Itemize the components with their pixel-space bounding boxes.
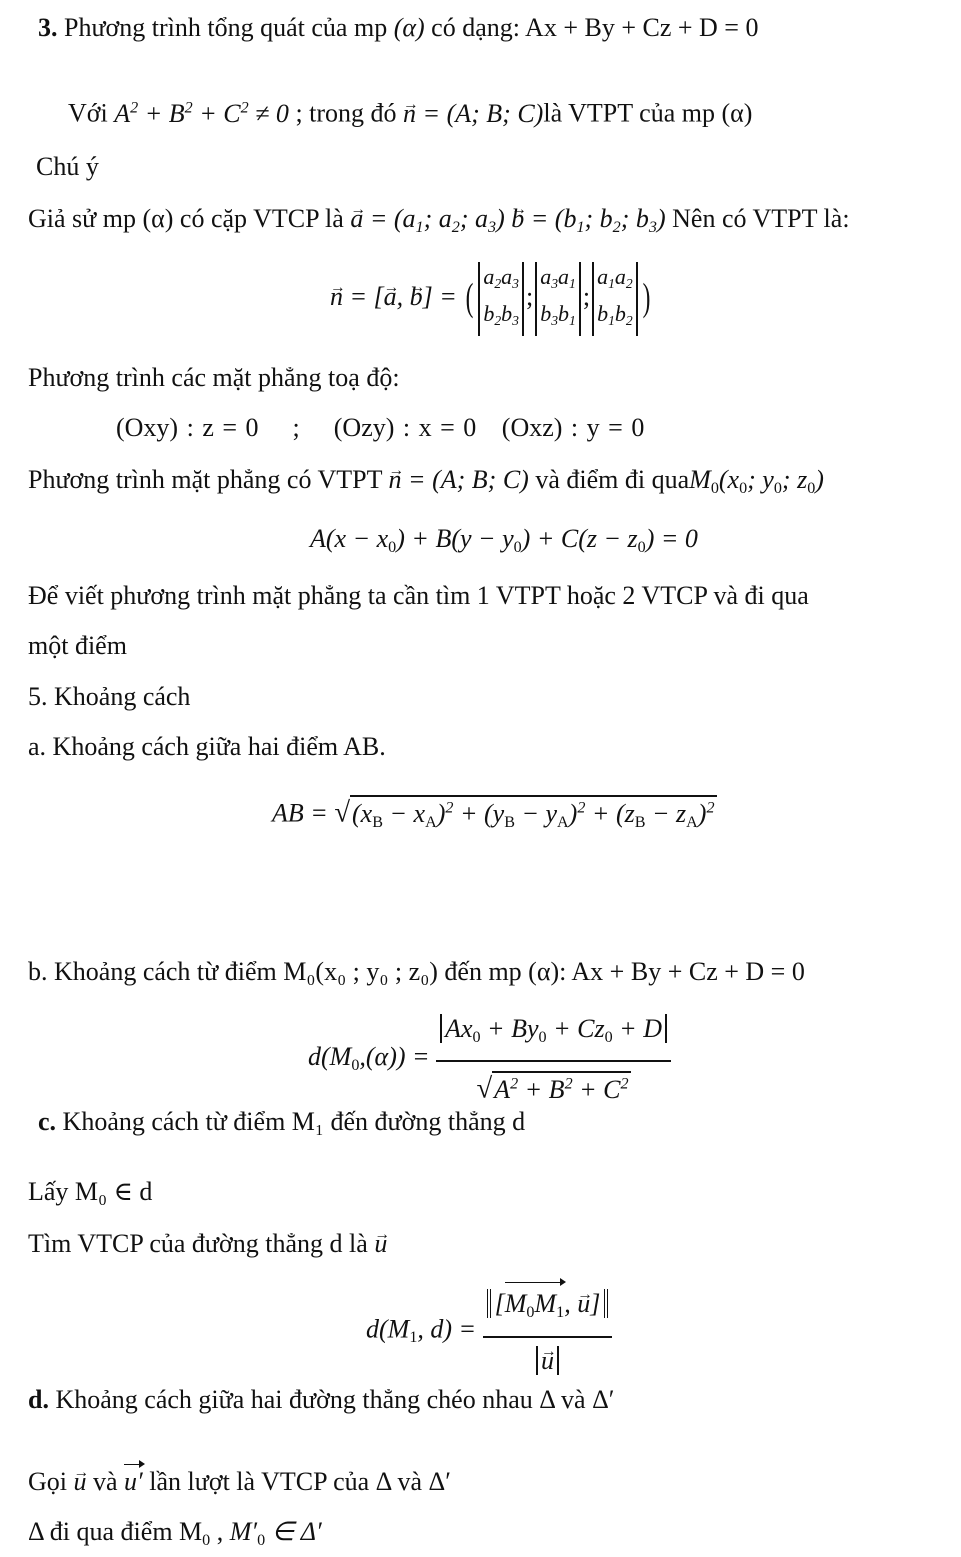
det-1: a2a3 b2b3 — [478, 262, 524, 336]
section5d-step1: Gọi → u và u′ lần lượt là VTCP của Δ và Δ′ — [28, 1464, 451, 1498]
section3-heading — [38, 12, 758, 44]
vector-a: → a = (a1; a2; a3) — [350, 204, 504, 233]
section5b-heading: b. Khoảng cách từ điểm M₀(x₀ ; y₀ ; z₀) đến mp (α): Ax + By + Cz + D = 0 — [28, 957, 805, 986]
section5c-step1: Lấy M₀ ∈ d — [28, 1177, 153, 1206]
section3-number: 3. — [38, 13, 58, 42]
distance-point-line-formula: $d(M_1$, d) = [$M_0M_1$, → u] → u — [366, 1282, 612, 1381]
normal-vector-formula: → n = (A; B; C) — [403, 99, 543, 128]
condition-formula: $A^2 + B^2 + C^2 \ne 0$ — [114, 98, 289, 128]
section3-title: Phương trình tổng quát của mp (α) có dạng: Ax + By + Cz + D = 0 — [64, 13, 759, 42]
distance-two-points-formula: AB = $√(x_B - x_A)^2 + (y_B - y_A)^2 + (z_B - z_A)^2$ — [272, 792, 717, 839]
coordinate-planes-equations: (Oxy) : z = 0 ; (Ozy) : x = 0 (Oxz) : y = 0 — [116, 413, 645, 442]
vector-b: → b = (b1; b2; b3) — [511, 204, 665, 233]
distance-point-plane-formula: $d(M_0,(\alpha))$ = $\frac{Ax_0 + By_0 + Cz_0 + D}{√A^2 + B^2 + C^2}$ — [308, 1010, 671, 1109]
section5c-heading: c. Khoảng cách từ điểm M₁ đến đường thẳng d — [38, 1107, 526, 1136]
instruction-line-2: một điểm — [28, 631, 127, 660]
det-3: a1a2 b1b2 — [592, 262, 638, 336]
plane-through-point-text: Phương trình mặt phẳng có VTPT → n = (A; B; C) và điểm đi $quaM_0(x_0$; $y_0$; $z_0$) — [28, 464, 824, 505]
note-heading: Chú ý — [36, 152, 99, 181]
note-text: Giả sử mp (α) có cặp VTCP là → a = (a1; a2; a3) → b = (b1; b2; b3) Nên có VTPT là: — [28, 203, 850, 244]
section3-condition: Với $A^2 + B^2 + C^2 \ne 0$ ; trong đó → n = (A; B; C)là VTPT của mp (α) — [68, 92, 752, 130]
section5d-heading: d. Khoảng cách giữa hai đường thẳng chéo nhau Δ và Δ′ — [28, 1385, 615, 1414]
section5c-step2: Tìm VTCP của đường thẳng d là → u — [28, 1228, 387, 1260]
section5d-step2: Δ đi qua điểm $M_0$ , $M'_0$ ∈ Δ′ — [28, 1517, 322, 1549]
coordinate-planes-heading: Phương trình các mặt phẳng toạ độ: — [28, 363, 400, 392]
section5-heading: 5. Khoảng cách — [28, 682, 191, 711]
plane-point-formula: $A(x - x_0) + B(y - y_0) + C(z - z_0) = 0$ — [310, 524, 698, 556]
cross-product-formula: → n = [→ a, → b] = ( a2a3 b2b3 ; a3a1 b3b1 ; a1a2 b1b2 ) — [330, 262, 653, 342]
section5a-heading: a. Khoảng cách giữa hai điểm AB. — [28, 732, 386, 761]
instruction-line-1: Để viết phương trình mặt phẳng ta cần tìm 1 VTPT hoặc 2 VTCP và đi qua — [28, 581, 809, 610]
det-2: a3a1 b3b1 — [535, 262, 581, 336]
